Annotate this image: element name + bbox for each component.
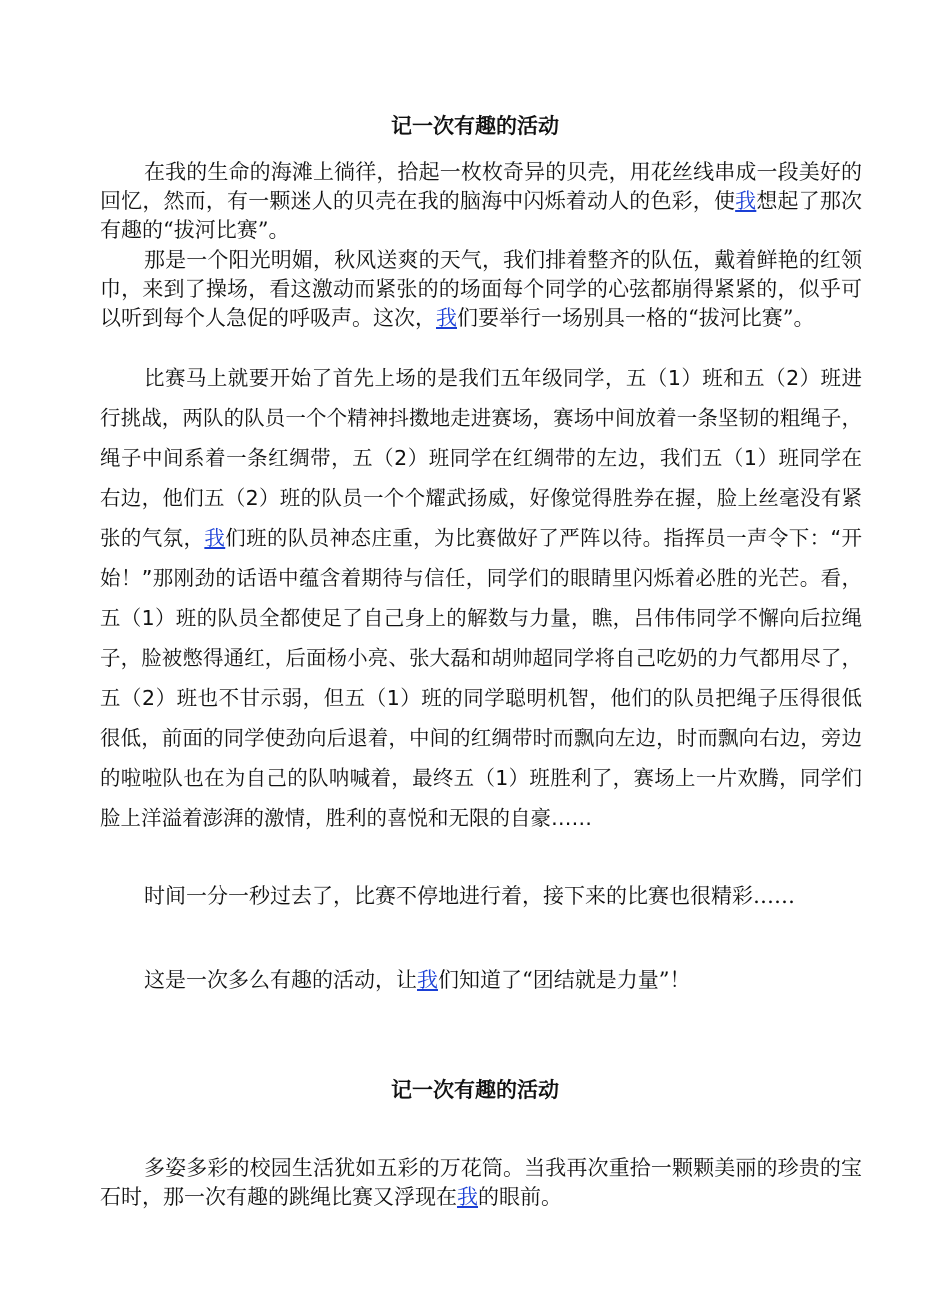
paragraph-text: 想起了那次有趣的“拔河比赛”。 [100,189,862,242]
link-wo[interactable]: 我 [417,968,438,992]
paragraph-text: 在我的生命的海滩上徜徉，拾起一枚枚奇异的贝壳，用花丝线串成一段美好的回忆，然而，有一颗迷人的贝壳在我的脑海中闪烁着动人的色彩，使 [100,160,862,213]
paragraph-text: 们班的队员神态庄重，为比赛做好了严阵以待。指挥员一声令下：“开始！”那刚劲的话语中蕴含着期待与信任，同学们的眼睛里闪烁着必胜的光芒。看，五（1）班的队员全都使足了自己身上的解数与力量，瞧，吕伟伟同学不懈向后拉绳子，脸被憋得通红，后面杨小亮、张大磊和胡帅超同学将自己吃奶的力气都用尽了，五（2）班也不甘示弱，但五（1）班的同学聪明机智，他们的队员把绳子压得很低很低，前面的同学使劲向后退着，中间的红绸带时而飘向左边，时而飘向右边，旁边的啦啦队也在为自己的队呐喊着，最终五（1）班胜利了，赛场上一片欢腾，同学们脸上洋溢着澎湃的激情，胜利的喜悦和无限的自豪…… [100,526,862,830]
paragraph-text: 们知道了“团结就是力量”！ [438,968,691,992]
link-wo[interactable]: 我 [204,526,226,550]
paragraph-6 [100,1154,862,1212]
paragraph-text: 们要举行一场别具一格的“拔河比赛”。 [457,306,815,330]
section-title: 记一次有趣的活动 [391,1078,559,1102]
paragraph-2 [100,246,862,333]
paragraph-1 [100,158,862,245]
paragraph-text: 那是一个阳光明媚，秋风送爽的天气，我们排着整齐的队伍，戴着鲜艳的红领巾，来到了操场，看这激动而紧张的的场面每个同学的心弦都崩得紧紧的，似乎可以听到每个人急促的呼吸声。这次， [100,248,862,330]
paragraph-text: 这是一次多么有趣的活动，让 [144,968,417,992]
link-wo[interactable]: 我 [436,306,457,330]
paragraph-text: 比赛马上就要开始了首先上场的是我们五年级同学，五（1）班和五（2）班进行挑战，两队的队员一个个精神抖擞地走进赛场，赛场中间放着一条坚韧的粗绳子，绳子中间系着一条红绸带，五（2）班同学在红绸带的左边，我们五（1）班同学在右边，他们五（2）班的队员一个个耀武扬威，好像觉得胜券在握，脸上丝毫没有紧张的气氛， [100,366,862,550]
paragraph-3 [100,358,862,838]
link-wo[interactable]: 我 [735,189,757,213]
paragraph-5 [100,966,862,995]
paragraph-text: 多姿多彩的校园生活犹如五彩的万花筒。当我再次重拾一颗颗美丽的珍贵的宝石时，那一次有趣的跳绳比赛又浮现在 [100,1156,862,1209]
paragraph-4: 时间一分一秒过去了，比赛不停地进行着，接下来的比赛也很精彩…… [144,884,795,908]
link-wo[interactable]: 我 [457,1185,478,1209]
paragraph-text: 的眼前。 [478,1185,562,1209]
page-title: 记一次有趣的活动 [391,114,559,138]
